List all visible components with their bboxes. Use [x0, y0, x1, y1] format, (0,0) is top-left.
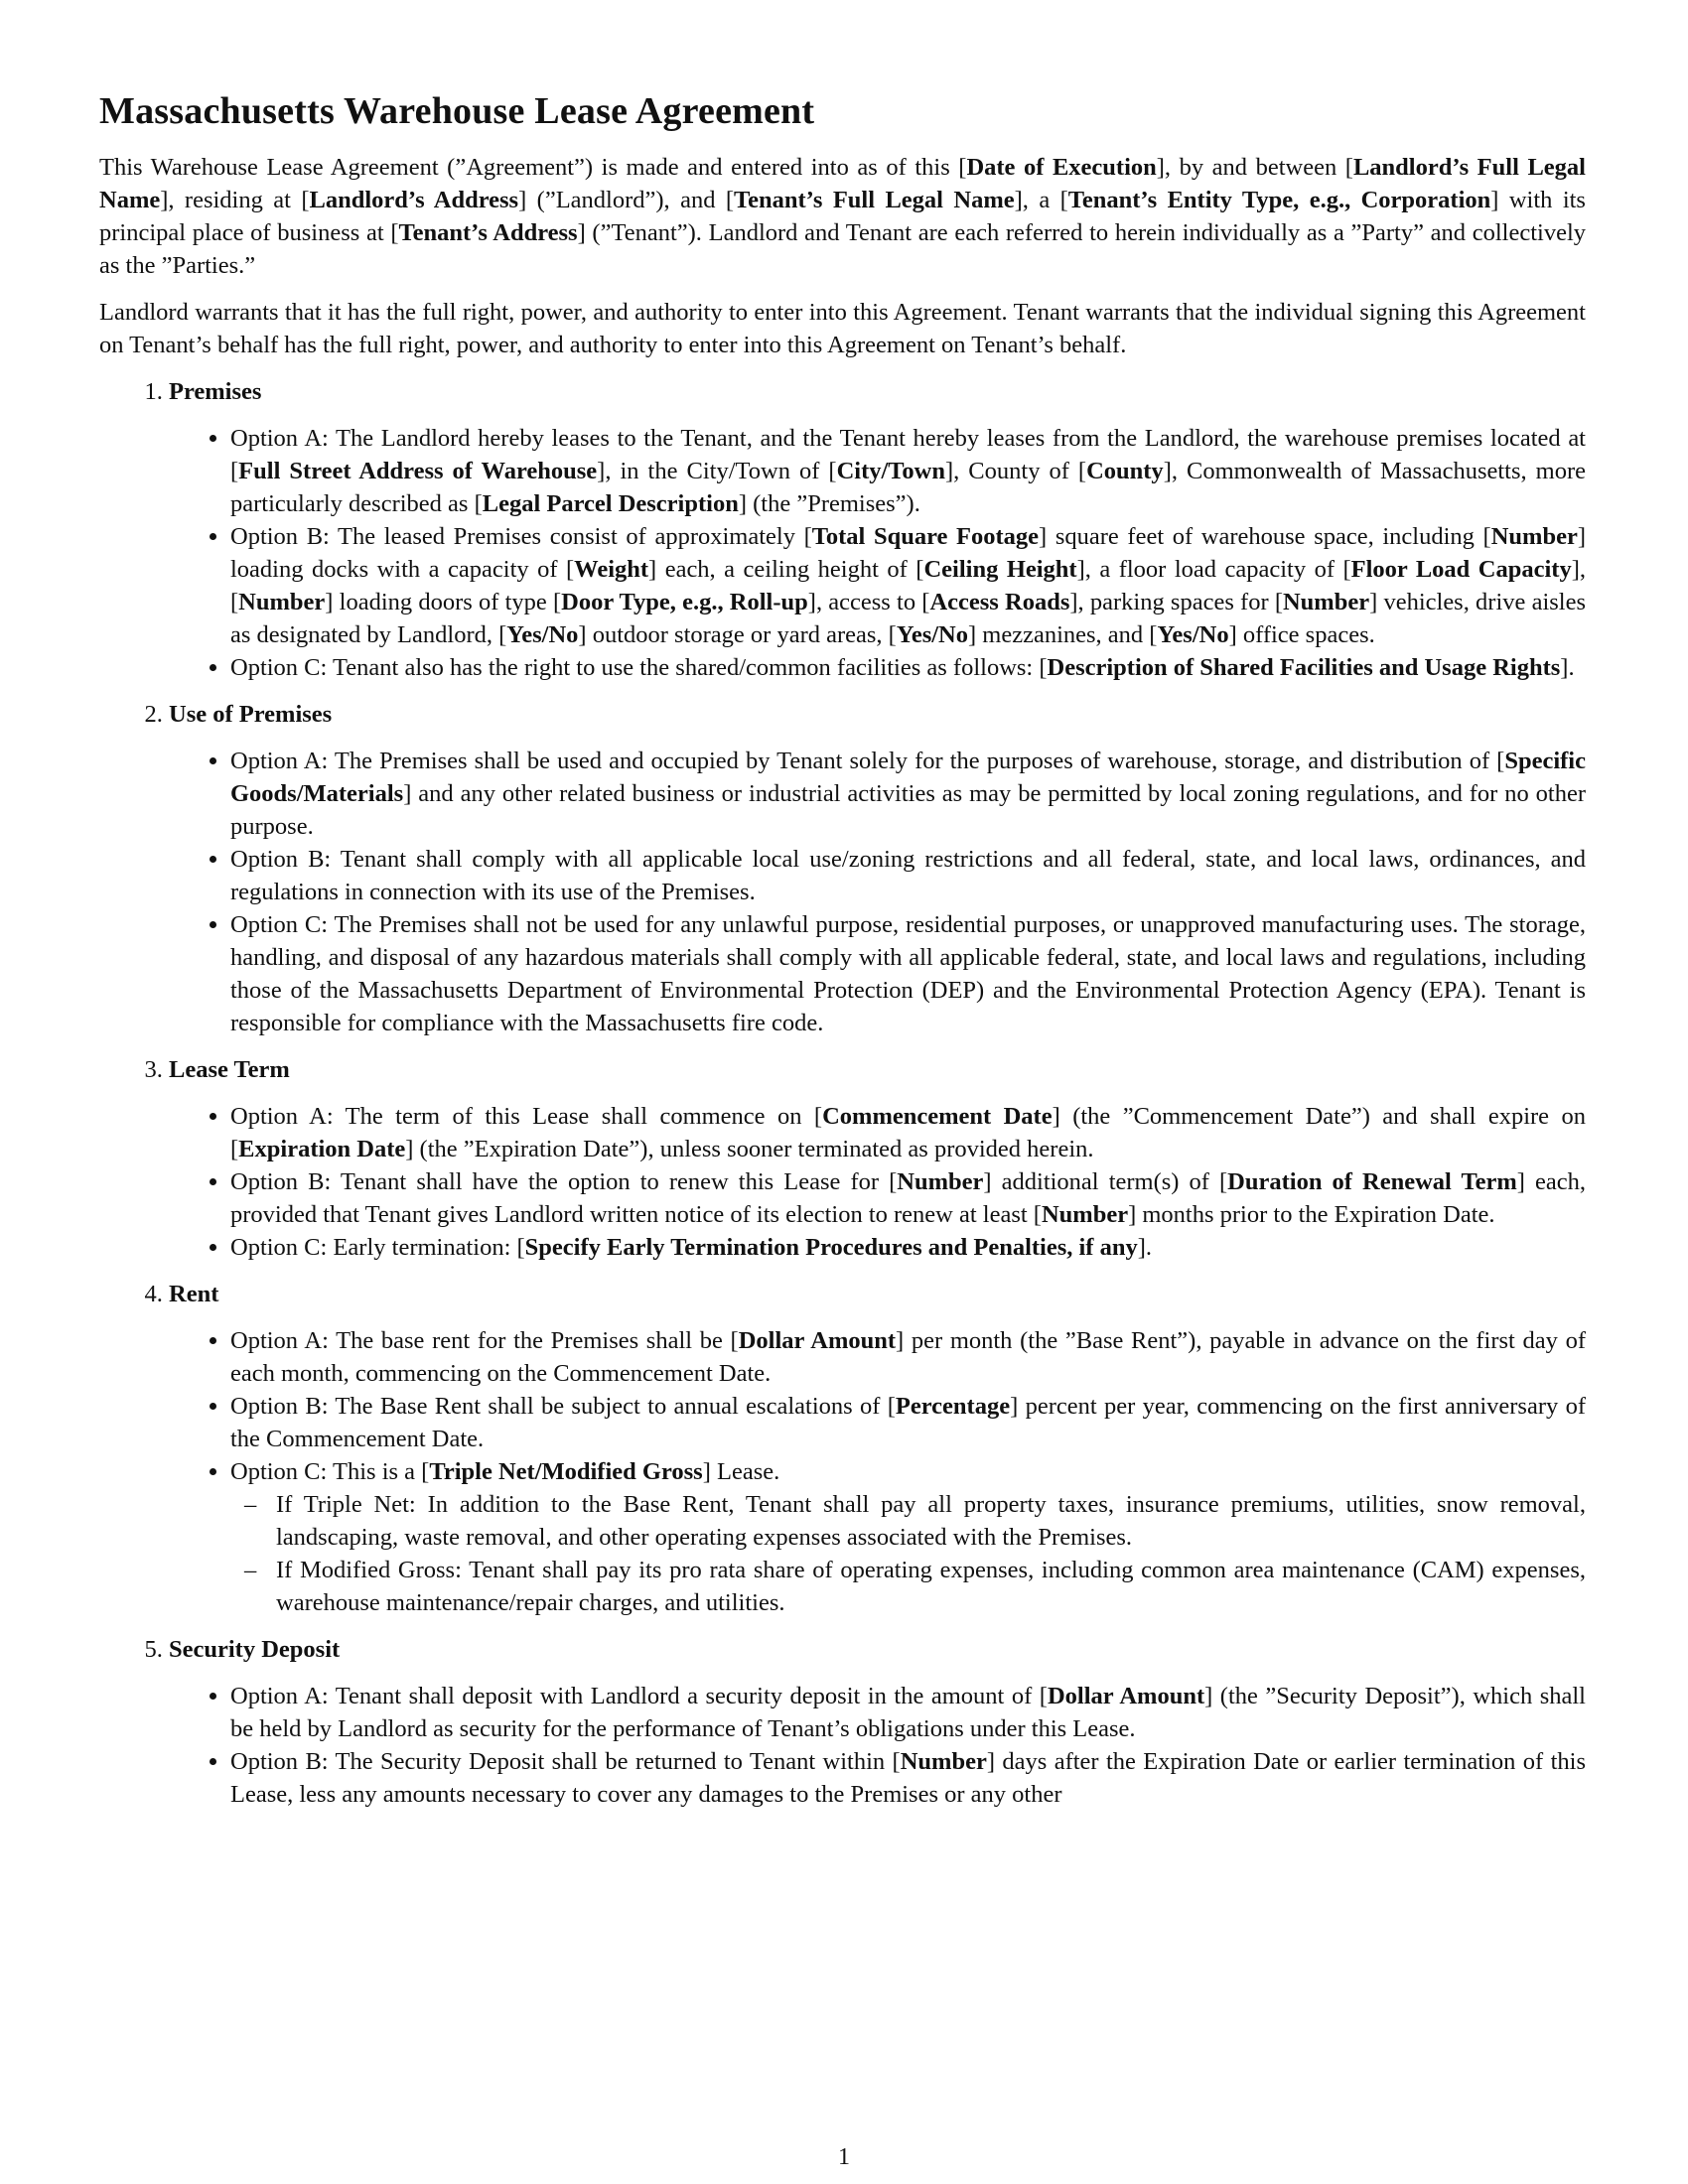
placeholder-field: Yes/No — [1157, 621, 1229, 648]
section-lease-term — [169, 1053, 1586, 1264]
placeholder-field: Number — [897, 1168, 984, 1195]
option-item: • Option B: Tenant shall have the option to renew this Lease for [Number] additional term(s) of [Duration of Renewal Term] each, provided that Tenant gives Landlord written notice of its election to renew at least [Number] months prior to the Expiration Date. — [230, 1165, 1586, 1231]
placeholder-field: Total Square Footage — [811, 523, 1040, 550]
option-item: • Option A: Tenant shall deposit with Landlord a security deposit in the amount of [Dollar Amount] (the ”Security Deposit”), which shall be held by Landlord as security for the performance of Tenant’s obligations under this Lease. — [230, 1680, 1586, 1745]
section-title: 1. Premises — [169, 378, 262, 405]
options-list — [169, 422, 1586, 684]
section-title: 4. Rent — [169, 1281, 219, 1307]
sections-list — [99, 375, 1586, 1811]
placeholder-field: Access Roads — [929, 589, 1070, 615]
placeholder-field: Commencement Date — [822, 1103, 1053, 1130]
suboptions-list — [230, 1488, 1586, 1619]
option-item: • Option A: The Landlord hereby leases to the Tenant, and the Tenant hereby leases from the Landlord, the warehouse premises located at [Full Street Address of Warehouse], in the City/Town of [City/Town], County of [County], Commonwealth of Massachusetts, more particularly described as [Legal Parcel Description] (the ”Premises”). — [230, 422, 1586, 520]
option-item — [230, 1455, 1586, 1619]
placeholder-field: Tenant’s Full Legal Name — [734, 187, 1015, 213]
suboption-item: – If Triple Net: In addition to the Base Rent, Tenant shall pay all property taxes, insurance premiums, utilities, snow removal, landscaping, waste removal, and other operating expenses associated with the Premises. — [266, 1488, 1586, 1554]
document-title: Massachusetts Warehouse Lease Agreement — [99, 90, 815, 132]
placeholder-field: Ceiling Height — [923, 556, 1077, 583]
option-item: • Option B: The leased Premises consist of approximately [Total Square Footage] square feet of warehouse space, including [Number] loading docks with a capacity of [Weight] each, a ceiling height of [Ceiling Height], a floor load capacity of [Floor Load Capacity], [Number] loading doors of type [Door Type, e.g., Roll-up], access to [Access Roads], parking spaces for [Number] vehicles, drive aisles as designated by Landlord, [Yes/No] outdoor storage or yard areas, [Yes/No] mezzanines, and [Yes/No] office spaces. — [230, 520, 1586, 651]
placeholder-field: Legal Parcel Description — [482, 490, 739, 517]
placeholder-field: Floor Load Capacity — [1350, 556, 1572, 583]
option-item: • Option A: The Premises shall be used and occupied by Tenant solely for the purposes of warehouse, storage, and distribution of [Specific Goods/Materials] and any other related business or industrial activities as may be permitted by local zoning regulations, and for no other purpose. — [230, 745, 1586, 843]
option-item: • Option C: The Premises shall not be used for any unlawful purpose, residential purposes, or unapproved manufacturing uses. The storage, handling, and disposal of any hazardous materials shall comply with all applicable federal, state, and local laws and regulations, including those of the Massachusetts Department of Environmental Protection (DEP) and the Environmental Protection Agency (EPA). Tenant is responsible for compliance with the Massachusetts fire code. — [230, 908, 1586, 1039]
option-text: Option C: This is a [Triple Net/Modified Gross] Lease. — [230, 1458, 780, 1485]
section-premises — [169, 375, 1586, 684]
placeholder-field: Number — [238, 589, 326, 615]
intro-paragraph-warranties: Landlord warrants that it has the full right, power, and authority to enter into this Agreement. Tenant warrants that the individual signing this Agreement on Tenant’s behalf has the full right, power, and authority to enter into this Agreement on Tenant’s behalf. — [99, 299, 1586, 358]
placeholder-field: Landlord’s Full Legal Name — [99, 154, 1586, 213]
placeholder-field: County — [1086, 458, 1164, 484]
placeholder-field: Specific Goods/Materials — [230, 748, 1586, 807]
section-title: 2. Use of Premises — [169, 701, 333, 728]
placeholder-field: Number — [1282, 589, 1370, 615]
placeholder-field: Weight — [574, 556, 649, 583]
placeholder-field: Number — [1490, 523, 1578, 550]
placeholder-field: City/Town — [836, 458, 945, 484]
option-item: • Option B: The Security Deposit shall be returned to Tenant within [Number] days after the Expiration Date or earlier termination of this Lease, less any amounts necessary to cover any damages to the Premises or any other — [230, 1745, 1586, 1811]
document-page — [99, 89, 1586, 1825]
suboption-item: – If Modified Gross: Tenant shall pay its pro rata share of operating expenses, including common area maintenance (CAM) expenses, warehouse maintenance/repair charges, and utilities. — [266, 1554, 1586, 1619]
placeholder-field: Dollar Amount — [1047, 1683, 1205, 1709]
placeholder-field: Dollar Amount — [738, 1327, 897, 1354]
option-item: • Option B: The Base Rent shall be subject to annual escalations of [Percentage] percent per year, commencing on the first anniversary of the Commencement Date. — [230, 1390, 1586, 1455]
section-use-of-premises — [169, 698, 1586, 1039]
placeholder-field: Landlord’s Address — [309, 187, 519, 213]
options-list — [169, 1100, 1586, 1264]
section-title: 3. Lease Term — [169, 1056, 290, 1083]
placeholder-field: Full Street Address of Warehouse — [238, 458, 598, 484]
option-item: • Option B: Tenant shall comply with all applicable local use/zoning restrictions and all federal, state, and local laws, ordinances, and regulations in connection with its use of the Premises. — [230, 843, 1586, 908]
placeholder-field: Duration of Renewal Term — [1227, 1168, 1517, 1195]
placeholder-field: Yes/No — [506, 621, 579, 648]
placeholder-field: Specify Early Termination Procedures and Penalties, if any — [524, 1234, 1138, 1261]
placeholder-field: Tenant’s Entity Type, e.g., Corporation — [1067, 187, 1491, 213]
options-list — [169, 1680, 1586, 1811]
placeholder-field: Percentage — [895, 1393, 1011, 1420]
placeholder-field: Description of Shared Facilities and Usage Rights — [1047, 654, 1561, 681]
option-item: • Option A: The term of this Lease shall commence on [Commencement Date] (the ”Commencement Date”) and shall expire on [Expiration Date] (the ”Expiration Date”), unless sooner terminated as provided herein. — [230, 1100, 1586, 1165]
section-rent — [169, 1278, 1586, 1619]
page-number: 1 — [838, 2144, 850, 2170]
placeholder-field: Door Type, e.g., Roll-up — [561, 589, 808, 615]
placeholder-field: Number — [1041, 1201, 1129, 1228]
placeholder-field: Tenant’s Address — [398, 219, 578, 246]
option-item: • Option C: Early termination: [Specify Early Termination Procedures and Penalties, if any]. — [230, 1231, 1586, 1264]
placeholder-field: Number — [900, 1748, 987, 1775]
option-item: • Option A: The base rent for the Premises shall be [Dollar Amount] per month (the ”Base Rent”), payable in advance on the first day of each month, commencing on the Commencement Date. — [230, 1324, 1586, 1390]
section-security-deposit — [169, 1633, 1586, 1811]
section-title: 5. Security Deposit — [169, 1636, 341, 1663]
intro-paragraph-parties: This Warehouse Lease Agreement (”Agreement”) is made and entered into as of this [Date of Execution], by and between [Landlord’s Full Legal Name], residing at [Landlord’s Address] (”Landlord”), and [Tenant’s Full Legal Name], a [Tenant’s Entity Type, e.g., Corporation] with its principal place of business at [Tenant’s Address] (”Tenant”). Landlord and Tenant are each referred to herein individually as a ”Party” and collectively as the ”Parties.” — [99, 154, 1587, 279]
placeholder-field: Yes/No — [896, 621, 968, 648]
placeholder-field: Expiration Date — [238, 1136, 406, 1162]
placeholder-field: Triple Net/Modified Gross — [429, 1458, 703, 1485]
placeholder-field: Date of Execution — [966, 154, 1157, 181]
option-item: • Option C: Tenant also has the right to use the shared/common facilities as follows: [Description of Shared Facilities and Usage Rights]. — [230, 651, 1586, 684]
options-list — [169, 745, 1586, 1039]
options-list — [169, 1324, 1586, 1619]
